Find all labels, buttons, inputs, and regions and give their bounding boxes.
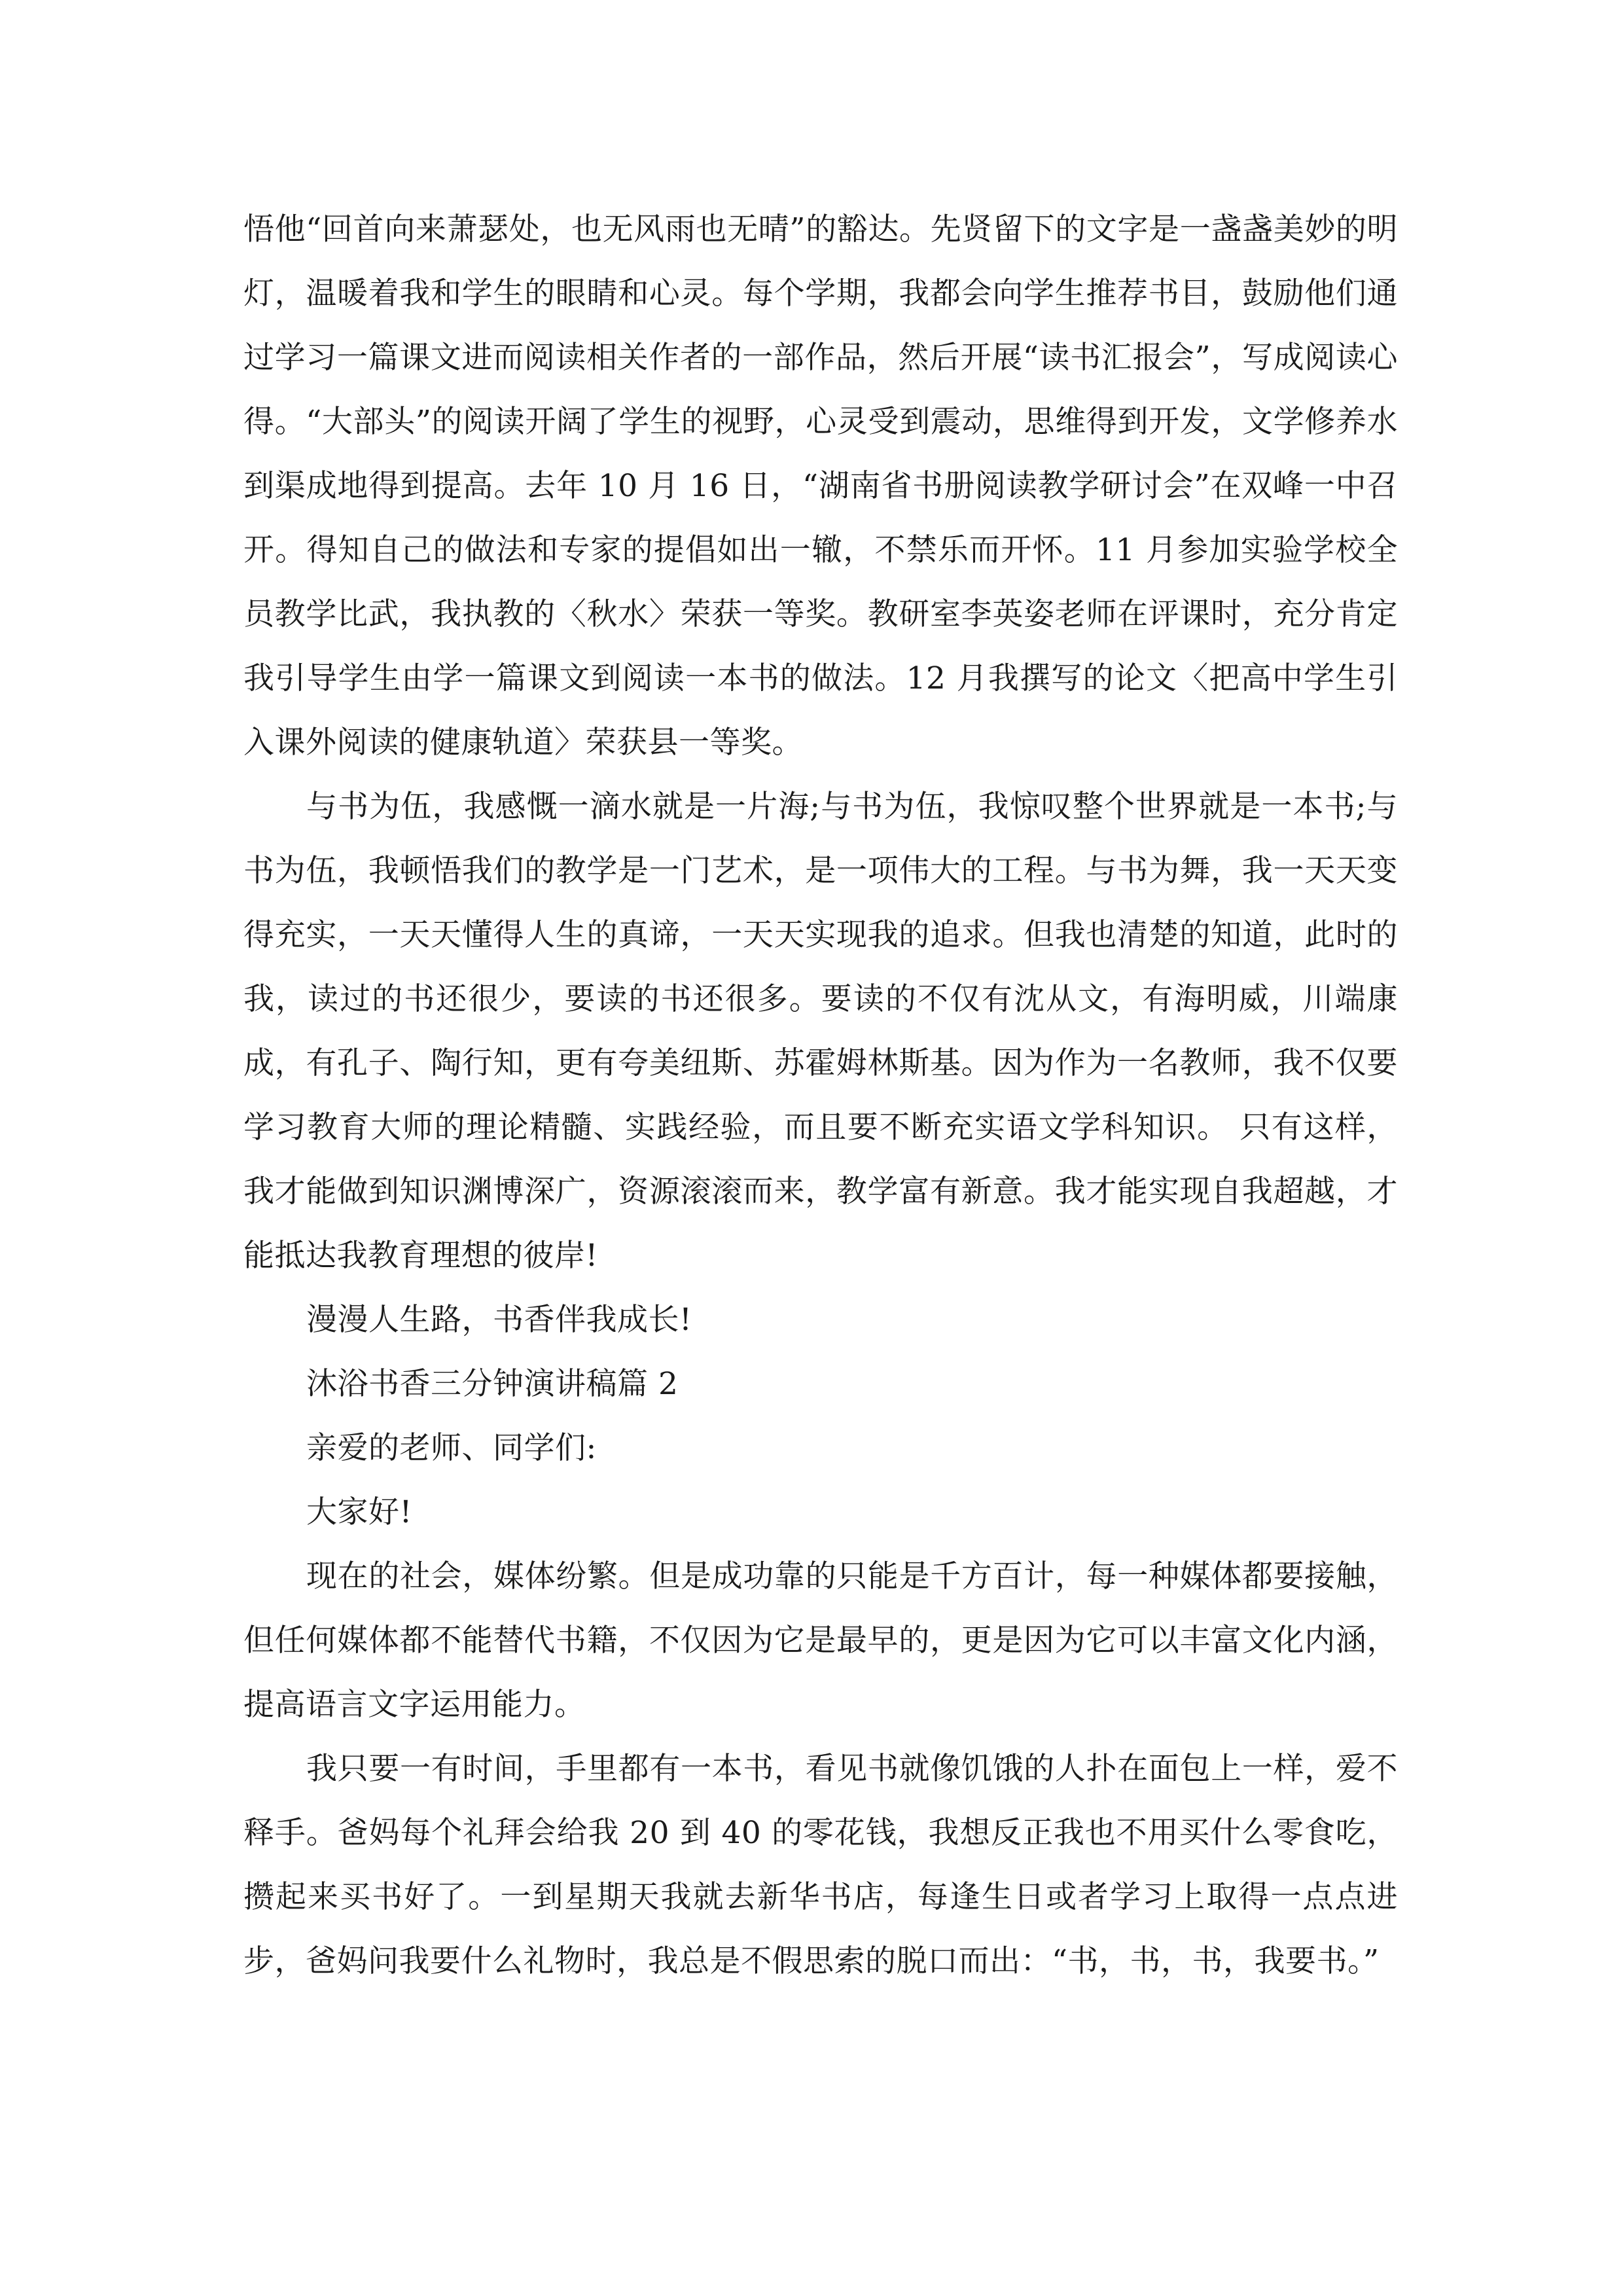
paragraph-closing-line: 漫漫人生路，书香伴我成长! (306, 1302, 692, 1338)
paragraph-media: 现在的社会，媒体纷繁。但是成功靠的只能是千方百计，每一种媒体都要接触，但任何媒体都不能替代书籍，不仅因为它是最早的，更是因为它可以丰富文化内涵，提高语言文字运用能力。 (243, 1558, 1398, 1723)
document-body (243, 198, 1398, 1994)
paragraph-reading-with-books: 与书为伍，我感慨一滴水就是一片海;与书为伍，我惊叹整个世界就是一本书;与书为伍，我顿悟我们的教学是一门艺术，是一项伟大的工程。与书为舞，我一天天变得充实，一天天懂得人生的真谛，一天天实现我的追求。但我也清楚的知道，此时的我，读过的书还很少，要读的书还很多。要读的不仅有沈从文，有海明威，川端康成，有孔子、陶行知，更有夸美纽斯、苏霍姆林斯基。因为作为一名教师，我不仅要学习教育大师的理论精髓、实践经验，而且要不断充实语文学科知识。 只有这样，我才能做到知识渊博深广，资源滚滚而来，教学富有新意。我才能实现自我超越，才能抵达我教育理想的彼岸! (243, 789, 1398, 1274)
paragraph-continued: 悟他“回首向来萧瑟处，也无风雨也无晴”的豁达。先贤留下的文字是一盏盏美妙的明灯，温暖着我和学生的眼睛和心灵。每个学期，我都会向学生推荐书目，鼓励他们通过学习一篇课文进而阅读相关作者的一部作品，然后开展“读书汇报会”，写成阅读心得。“大部头”的阅读开阔了学生的视野，心灵受到震动，思维得到开发，文学修养水到渠成地得到提高。去年 10 月 16 日，“湖南省书册阅读教学研讨会”在双峰一中召开。得知自己的做法和专家的提倡如出一辙，不禁乐而开怀。11 月参加实验学校全员教学比武，我执教的〈秋水〉荣获一等奖。教研室李英姿老师在评课时，充分肯定我引导学生由学一篇课文到阅读一本书的做法。12 月我撰写的论文〈把高中学生引入课外阅读的健康轨道〉荣获县一等奖。 (243, 211, 1398, 761)
section-heading: 沐浴书香三分钟演讲稿篇 2 (306, 1366, 679, 1402)
paragraph-love-of-books: 我只要一有时间，手里都有一本书，看见书就像饥饿的人扑在面包上一样，爱不释手。爸妈每个礼拜会给我 20 到 40 的零花钱，我想反正我也不用买什么零食吃，攒起来买书好了。一到星期天我就去新华书店，每逢生日或者学习上取得一点点进步，爸妈问我要什么礼物时，我总是不假思索的脱口而出：“书，书，书，我要书。” (243, 1751, 1398, 1979)
greeting: 大家好! (306, 1494, 412, 1530)
salutation: 亲爱的老师、同学们: (306, 1430, 597, 1466)
